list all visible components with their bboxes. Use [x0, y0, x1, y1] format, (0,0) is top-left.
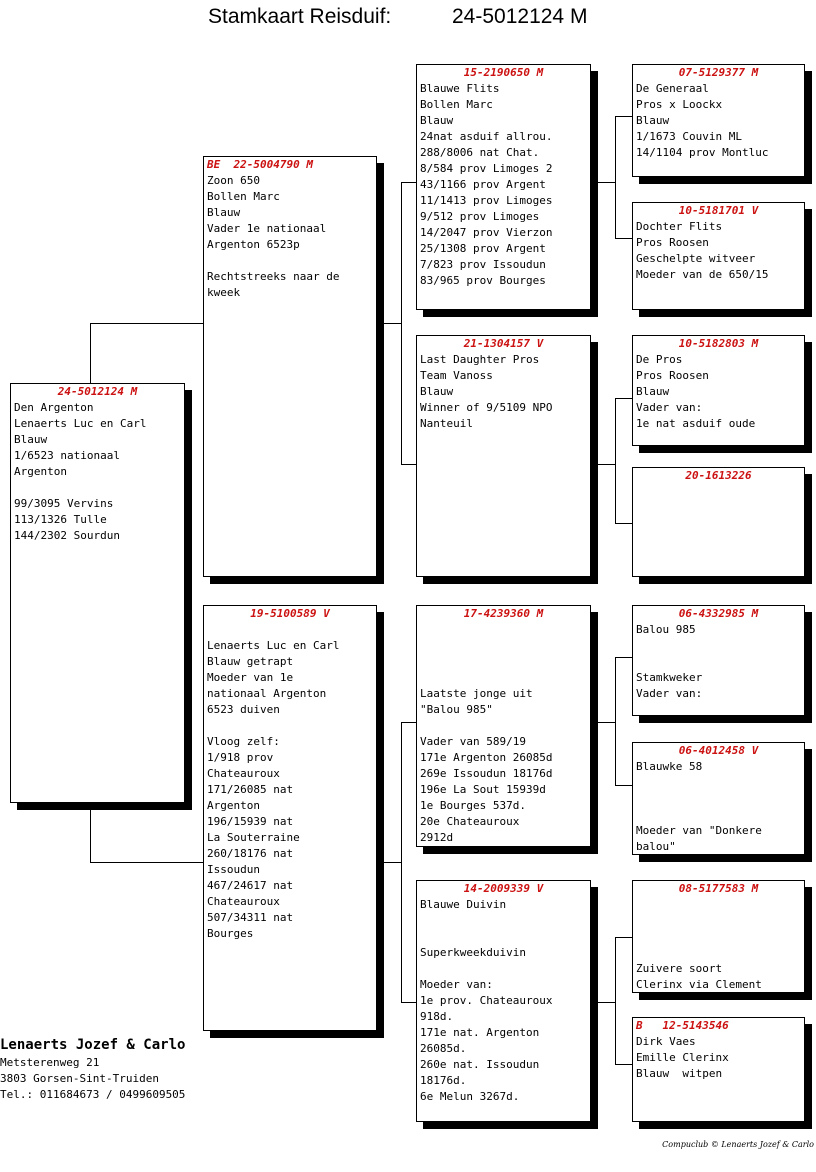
connector-line — [597, 464, 615, 465]
pedigree-line: 9/512 prov Limoges — [420, 210, 540, 223]
connector-line — [383, 323, 401, 324]
pedigree-line: 260e nat. Issoudun — [420, 1058, 540, 1071]
pedigree-line: 43/1166 prov Argent — [420, 178, 546, 191]
pedigree-line: 14/1104 prov Montluc — [636, 146, 769, 159]
pedigree-line — [14, 480, 181, 496]
pedigree-line: 14/2047 prov Vierzon — [420, 226, 553, 239]
pedigree-line: Blauwe Flits — [420, 82, 500, 95]
pedigree-line: La Souterraine — [207, 831, 300, 844]
pedigree-line — [207, 253, 373, 269]
breeder-info — [0, 1035, 185, 1103]
pedigree-line — [420, 929, 587, 945]
pedigree-line: 6523 duiven — [207, 703, 280, 716]
pedigree-line: 171e nat. Argenton — [420, 1026, 540, 1039]
pedigree-line — [636, 654, 801, 670]
connector-line — [401, 722, 417, 723]
connector-line — [401, 722, 402, 1003]
pedigree-line: Zoon 650 — [207, 174, 260, 187]
pedigree-line: 25/1308 prov Argent — [420, 242, 546, 255]
pedigree-line: Blauwe Duivin — [420, 898, 507, 911]
pedigree-line: Rechtstreeks naar de — [207, 270, 340, 283]
pedigree-line: Emille Clerinx — [636, 1051, 729, 1064]
pedigree-line: 269e Issoudun 18176d — [420, 767, 553, 780]
connector-line — [90, 802, 91, 863]
pedigree-line: 144/2302 Sourdun — [14, 529, 120, 542]
pedigree-line: 8/584 prov Limoges 2 — [420, 162, 553, 175]
connector-line — [401, 1002, 417, 1003]
title-ring-number: 24-5012124 M — [452, 5, 588, 28]
pedigree-line — [636, 638, 801, 654]
pedigree-line: Superkweekduivin — [420, 946, 526, 959]
pedigree-line — [636, 929, 801, 945]
pedigree-line: 1e prov. Chateauroux — [420, 994, 553, 1007]
pedigree-line: 2912d — [420, 831, 454, 844]
pedigree-line: balou" — [636, 840, 676, 853]
breeder-city: 3803 Gorsen-Sint-Truiden — [0, 1072, 159, 1085]
pedigree-line: Blauw — [420, 385, 454, 398]
breeder-street: Metsterenweg 21 — [0, 1056, 100, 1069]
pedigree-line: 11/1413 prov Limoges — [420, 194, 553, 207]
ring-number: 19-5100589 V — [250, 607, 330, 620]
pedigree-line: nationaal Argenton — [207, 687, 327, 700]
pedigree-line: Moeder van: — [420, 978, 493, 991]
connector-line — [597, 722, 615, 723]
pedigree-line: Team Vanoss — [420, 369, 493, 382]
pedigree-line: kweek — [207, 286, 241, 299]
card-sire[interactable] — [203, 156, 377, 577]
ring-number: 06-4332985 M — [678, 607, 759, 620]
pedigree-line: Blauw getrapt — [207, 655, 294, 668]
pedigree-line: 24nat asduif allrou. — [420, 130, 553, 143]
ring-number: 06-4012458 V — [678, 744, 759, 757]
connector-line — [615, 785, 633, 786]
pedigree-line: 83/965 prov Bourges — [420, 274, 546, 287]
pedigree-line: Chateauroux — [207, 767, 280, 780]
ring-number: 08-5177583 M — [678, 882, 759, 895]
pedigree-line — [636, 945, 801, 961]
connector-line — [615, 116, 616, 239]
pedigree-line: Pros x Loockx — [636, 98, 723, 111]
ring-number: 15-2190650 M — [463, 66, 544, 79]
pedigree-line — [420, 654, 587, 670]
connector-line — [401, 182, 417, 183]
ring-number: 14-2009339 V — [463, 882, 544, 895]
ring-number: 24-5012124 M — [57, 385, 138, 398]
pedigree-line: Lenaerts Luc en Carl — [207, 639, 340, 652]
pedigree-line: 196e La Sout 15939d — [420, 783, 546, 796]
pedigree-line: Moeder van 1e — [207, 671, 294, 684]
pedigree-line: Nanteuil — [420, 417, 473, 430]
card-dam-dam-sire[interactable] — [632, 880, 805, 993]
pedigree-line — [420, 638, 587, 654]
pedigree-line: 20e Chateauroux — [420, 815, 520, 828]
pedigree-line: 171e Argenton 26085d — [420, 751, 553, 764]
pedigree-line: Bollen Marc — [420, 98, 493, 111]
pedigree-line: Chateauroux — [207, 895, 280, 908]
pedigree-line — [420, 670, 587, 686]
pedigree-line: Moeder van de 650/15 — [636, 268, 769, 281]
pedigree-line: Vader van: — [636, 401, 703, 414]
connector-line — [401, 464, 417, 465]
pedigree-line: Blauw — [636, 114, 670, 127]
breeder-phone: Tel.: 011684673 / 0499609505 — [0, 1088, 186, 1101]
pedigree-line: 1/1673 Couvin ML — [636, 130, 742, 143]
connector-line — [597, 1002, 615, 1003]
card-sire-sire-sire[interactable] — [632, 64, 805, 177]
pedigree-line: De Generaal — [636, 82, 709, 95]
ring-number: 10-5181701 V — [678, 204, 759, 217]
pedigree-line: Pros Roosen — [636, 369, 709, 382]
card-dam-sire[interactable] — [416, 605, 591, 847]
connector-line — [615, 937, 633, 938]
pedigree-line: "Balou 985" — [420, 703, 493, 716]
connector-line — [383, 862, 401, 863]
pedigree-line: 1/6523 nationaal — [14, 449, 120, 462]
ring-number: B 12-5143546 — [636, 1019, 729, 1032]
card-sire-sire[interactable] — [416, 64, 591, 310]
connector-line — [615, 523, 633, 524]
connector-line — [597, 182, 615, 183]
pedigree-line: 1e nat asduif oude — [636, 417, 756, 430]
card-sire-sire-dam[interactable] — [632, 202, 805, 310]
pedigree-line: 113/1326 Tulle — [14, 513, 107, 526]
pedigree-line: Last Daughter Pros — [420, 353, 540, 366]
pedigree-line — [636, 791, 801, 807]
pedigree-line: 918d. — [420, 1010, 454, 1023]
pedigree-line: 467/24617 nat — [207, 879, 294, 892]
card-sire-dam-dam[interactable] — [632, 467, 805, 577]
pedigree-line: Dirk Vaes — [636, 1035, 696, 1048]
pedigree-line: Argenton 6523p — [207, 238, 300, 251]
pedigree-line — [420, 718, 587, 734]
pedigree-line: Bollen Marc — [207, 190, 280, 203]
connector-line — [615, 657, 633, 658]
pedigree-line: Bourges — [207, 927, 254, 940]
connector-line — [615, 238, 633, 239]
pedigree-line: 1/918 prov — [207, 751, 274, 764]
pedigree-line: Blauw — [14, 433, 48, 446]
pedigree-line: Laatste jonge uit — [420, 687, 533, 700]
pedigree-line: Clerinx via Clement — [636, 978, 762, 991]
pedigree-line: Vader van: — [636, 687, 703, 700]
pedigree-line: Vader 1e nationaal — [207, 222, 327, 235]
pedigree-line: Balou 985 — [636, 623, 696, 636]
pedigree-line: De Pros — [636, 353, 683, 366]
pedigree-line: Argenton — [207, 799, 260, 812]
pedigree-line: Blauw witpen — [636, 1067, 723, 1080]
pedigree-line: Blauw — [636, 385, 670, 398]
pedigree-line: Winner of 9/5109 NPO — [420, 401, 553, 414]
ring-number: 17-4239360 M — [463, 607, 544, 620]
breeder-name: Lenaerts Jozef & Carlo — [0, 1037, 186, 1053]
card-dam-sire-dam[interactable] — [632, 742, 805, 855]
copyright-notice: Compuclub © Lenaerts Jozef & Carlo — [662, 1140, 814, 1149]
card-dam-dam-dam[interactable] — [632, 1017, 805, 1122]
pedigree-line — [207, 622, 373, 638]
pedigree-line — [636, 897, 801, 913]
connector-line — [615, 1064, 633, 1065]
title-label: Stamkaart Reisduif: — [208, 5, 392, 28]
connector-line — [90, 862, 204, 863]
pedigree-line: Blauw — [420, 114, 454, 127]
pedigree-line: 7/823 prov Issoudun — [420, 258, 546, 271]
connector-line — [615, 398, 633, 399]
pedigree-line: Blauw — [207, 206, 241, 219]
pedigree-line: 288/8006 nat Chat. — [420, 146, 540, 159]
pedigree-line: Stamkweker — [636, 671, 703, 684]
pedigree-line: Blauwke 58 — [636, 760, 703, 773]
connector-line — [90, 323, 204, 324]
connector-line — [615, 937, 616, 1065]
pedigree-line — [636, 913, 801, 929]
card-sire-dam-sire[interactable] — [632, 335, 805, 446]
card-sire-dam[interactable] — [416, 335, 591, 577]
pedigree-line: 99/3095 Vervins — [14, 497, 114, 510]
pedigree-line: Moeder van "Donkere — [636, 824, 762, 837]
pedigree-line: Issoudun — [207, 863, 260, 876]
pedigree-line: 26085d. — [420, 1042, 467, 1055]
pedigree-line — [207, 718, 373, 734]
ring-number: 10-5182803 M — [678, 337, 759, 350]
pedigree-line: Dochter Flits — [636, 220, 723, 233]
pedigree-line: Zuivere soort — [636, 962, 723, 975]
ring-number: 21-1304157 V — [463, 337, 544, 350]
pedigree-line: 507/34311 nat — [207, 911, 294, 924]
pedigree-line: Geschelpte witveer — [636, 252, 756, 265]
card-subject[interactable] — [10, 383, 185, 803]
connector-line — [90, 323, 91, 385]
connector-line — [615, 116, 633, 117]
pedigree-line — [636, 807, 801, 823]
pedigree-line — [636, 775, 801, 791]
page-title — [0, 5, 816, 31]
pedigree-line: 260/18176 nat — [207, 847, 294, 860]
pedigree-line — [420, 913, 587, 929]
pedigree-line: 196/15939 nat — [207, 815, 294, 828]
connector-line — [615, 657, 616, 786]
connector-line — [615, 398, 616, 524]
pedigree-line: Vader van 589/19 — [420, 735, 526, 748]
card-dam-dam[interactable] — [416, 880, 591, 1122]
pedigree-line: 171/26085 nat — [207, 783, 294, 796]
card-dam[interactable] — [203, 605, 377, 1031]
pedigree-line — [420, 622, 587, 638]
card-dam-sire-sire[interactable] — [632, 605, 805, 716]
pedigree-line: 18176d. — [420, 1074, 467, 1087]
pedigree-line: Lenaerts Luc en Carl — [14, 417, 147, 430]
ring-number: 07-5129377 M — [678, 66, 759, 79]
pedigree-line: Pros Roosen — [636, 236, 709, 249]
ring-number: 20-1613226 — [685, 469, 752, 482]
pedigree-line: Vloog zelf: — [207, 735, 280, 748]
pedigree-line — [420, 961, 587, 977]
pedigree-line: Argenton — [14, 465, 67, 478]
pedigree-line: 1e Bourges 537d. — [420, 799, 526, 812]
ring-number: BE 22-5004790 M — [207, 158, 313, 171]
pedigree-line: Den Argenton — [14, 401, 94, 414]
connector-line — [401, 182, 402, 464]
pedigree-line: 6e Melun 3267d. — [420, 1090, 520, 1103]
